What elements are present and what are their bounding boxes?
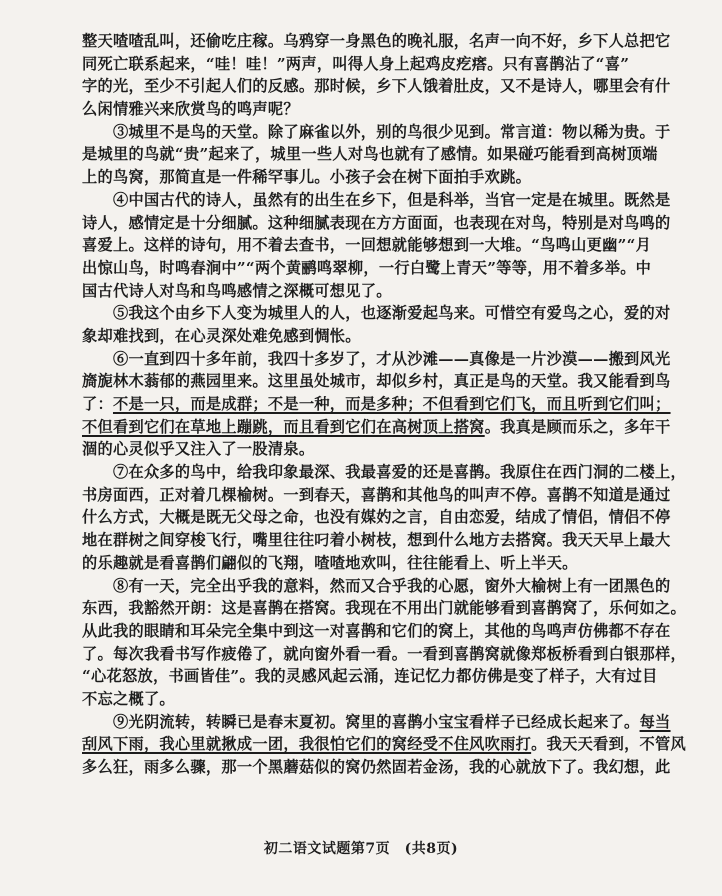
text-line bbox=[82, 325, 662, 348]
text-segment: 喜爱上。这样的诗句，用不着去查书，一回想就能够想到一大堆。“鸟鸣山更幽”“月 bbox=[82, 236, 652, 255]
text-line bbox=[82, 733, 687, 756]
text-line bbox=[82, 575, 671, 598]
text-segment: 是城里的鸟就“贵”起来了，城里一些人对鸟也就有了感情。如果碰巧能看到高树顶端 bbox=[82, 145, 658, 164]
text-segment: 从此我的眼睛和耳朵完全集中到这一对喜鹊和它们的窝上，其他的鸟鸣声仿佛都不存在 bbox=[82, 621, 671, 640]
text-segment: 什么方式，大概是既无父母之命，也没有媒妁之言，自由恋爱，结成了情侣，情侣不停 bbox=[82, 508, 671, 527]
text-segment: 。我真是顾而乐之，多年干 bbox=[484, 417, 671, 436]
text-segment: “心花怒放，书画皆佳”。我的灵感风起云涌，连记忆力都仿佛是变了样子，大有过目 bbox=[82, 667, 658, 686]
underlined-text: 刮风下雨，我心里就揪成一团，我很怕它们的窝经受不住风吹雨打 bbox=[82, 735, 532, 754]
page-footer: 初二语文试题第7页 (共8页) bbox=[263, 841, 459, 857]
text-line bbox=[82, 348, 671, 371]
text-line bbox=[82, 438, 662, 461]
text-line bbox=[82, 166, 662, 189]
text-line bbox=[82, 620, 671, 643]
text-line bbox=[82, 280, 662, 303]
text-line bbox=[82, 234, 662, 257]
text-line bbox=[82, 506, 671, 529]
text-line bbox=[82, 643, 687, 666]
text-segment: 旖旎林木蓊郁的燕园里来。这里虽处城市，却似乡村，真正是鸟的天堂。我又能看到鸟 bbox=[82, 372, 671, 391]
text-segment: 字的光，至少不引起人们的反感。那时候，乡下人饿着肚皮，又不是诗人，哪里会有什 bbox=[82, 77, 671, 96]
text-segment: 国古代诗人对鸟和鸟鸣感情之深概可想见了。 bbox=[82, 281, 392, 300]
text-segment: ⑨光阴流转，转瞬已是春末夏初。窝里的喜鹊小宝宝看样子已经成长起来了。 bbox=[82, 712, 640, 731]
text-segment: 不忘之概了。 bbox=[82, 689, 175, 708]
underlined-text: 不是一只，而是成群；不是一种，而是多种；不但看到它们飞，而且听到它们叫； bbox=[112, 395, 671, 413]
text-segment: 地在群树之间穿梭飞行，嘴里往往叼着小树枝，想到什么地方去搭窝。我天天早上最大 bbox=[82, 531, 671, 550]
text-line bbox=[82, 461, 687, 484]
text-segment: 同死亡联系起来，“哇！哇！”两声，叫得人身上起鸡皮疙瘩。只有喜鹊沾了“喜” bbox=[82, 54, 630, 73]
text-line bbox=[82, 688, 662, 711]
text-line bbox=[82, 416, 671, 439]
text-line bbox=[82, 711, 671, 734]
text-segment: 了： bbox=[82, 395, 113, 413]
text-segment: 涸的心灵似乎又注入了一股清泉。 bbox=[82, 440, 315, 459]
text-segment: ⑤我这个由乡下人变为城里人的人，也逐渐爱起鸟来。可惜空有爱鸟之心，爱的对 bbox=[82, 304, 671, 323]
underlined-text: 每当 bbox=[639, 712, 671, 731]
text-line bbox=[82, 30, 671, 53]
text-segment: 整天喳喳乱叫，还偷吃庄稼。乌鸦穿一身黑色的晚礼服，名声一向不好，乡下人总把它 bbox=[82, 32, 671, 50]
text-segment: 上的鸟窝，那简直是一件稀罕事儿。小孩子会在树下面拍手欢跳。 bbox=[82, 168, 532, 187]
text-segment: ③城里不是鸟的天堂。除了麻雀以外，别的鸟很少见到。常言道：物以稀为贵。于 bbox=[82, 122, 671, 141]
text-segment: 诗人，感情定是十分细腻。这种细腻表现在方方面面，也表现在对鸟，特别是对鸟鸣的 bbox=[82, 213, 671, 232]
text-line bbox=[82, 212, 671, 235]
text-segment: ⑦在众多的鸟中，给我印象最深、我最喜爱的还是喜鹊。我原住在西门洞的二楼上， bbox=[82, 463, 687, 482]
text-line bbox=[82, 302, 671, 325]
text-line bbox=[82, 370, 671, 393]
text-line bbox=[82, 143, 662, 166]
text-line bbox=[82, 484, 671, 507]
text-segment: 书房面西，正对着几棵榆树。一到春天，喜鹊和其他鸟的叫声不停。喜鹊不知道是通过 bbox=[82, 485, 671, 504]
text-line bbox=[82, 189, 671, 212]
underlined-text: 不但看到它们在草地上蹦跳，而且看到它们在高树顶上搭窝 bbox=[82, 417, 485, 436]
text-line bbox=[82, 665, 662, 688]
text-segment: ④中国古代的诗人，虽然有的出生在乡下，但是科举，当官一定是在城里。既然是 bbox=[82, 190, 671, 209]
text-segment: ⑧有一天，完全出乎我的意料，然而又合乎我的心愿，窗外大榆树上有一团黑色的 bbox=[82, 576, 671, 595]
text-line bbox=[82, 53, 662, 76]
text-segment: 多么狂，雨多么骤，那一个黑蘑菇似的窝仍然固若金汤，我的心就放下了。我幻想，此 bbox=[82, 758, 671, 776]
text-line bbox=[82, 75, 671, 98]
text-segment: 的乐趣就是看喜鹊们翩似的飞翔，喳喳地欢叫，往往能看上、听上半天。 bbox=[82, 553, 578, 572]
text-line bbox=[82, 552, 662, 575]
text-line bbox=[82, 756, 671, 779]
text-line bbox=[82, 121, 671, 144]
text-segment: 。我天天看到，不管风 bbox=[531, 735, 687, 754]
text-segment: 了。每次我看书写作疲倦了，就向窗外看一看。一看到喜鹊窝就像郑板桥看到白银那样， bbox=[82, 644, 687, 663]
text-line bbox=[82, 257, 662, 280]
text-segment: 出惊山鸟，时鸣春涧中”“两个黄鹂鸣翠柳，一行白鹭上青天”等等，用不着多举。中 bbox=[82, 258, 652, 277]
text-line bbox=[82, 98, 662, 121]
text-line bbox=[82, 597, 687, 620]
text-line bbox=[82, 529, 671, 552]
text-segment: ⑥一直到四十多年前，我四十多岁了，才从沙滩——真像是一片沙漠——搬到风光 bbox=[82, 349, 671, 368]
text-segment: 东西，我豁然开朗：这是喜鹊在搭窝。我现在不用出门就能够看到喜鹊窝了，乐何如之。 bbox=[82, 599, 687, 618]
text-line bbox=[82, 393, 671, 416]
text-segment: 么闲情雅兴来欣赏鸟的鸣声呢？ bbox=[82, 100, 299, 119]
text-segment: 象却难找到，在心灵深处难免感到惆怅。 bbox=[82, 326, 361, 345]
